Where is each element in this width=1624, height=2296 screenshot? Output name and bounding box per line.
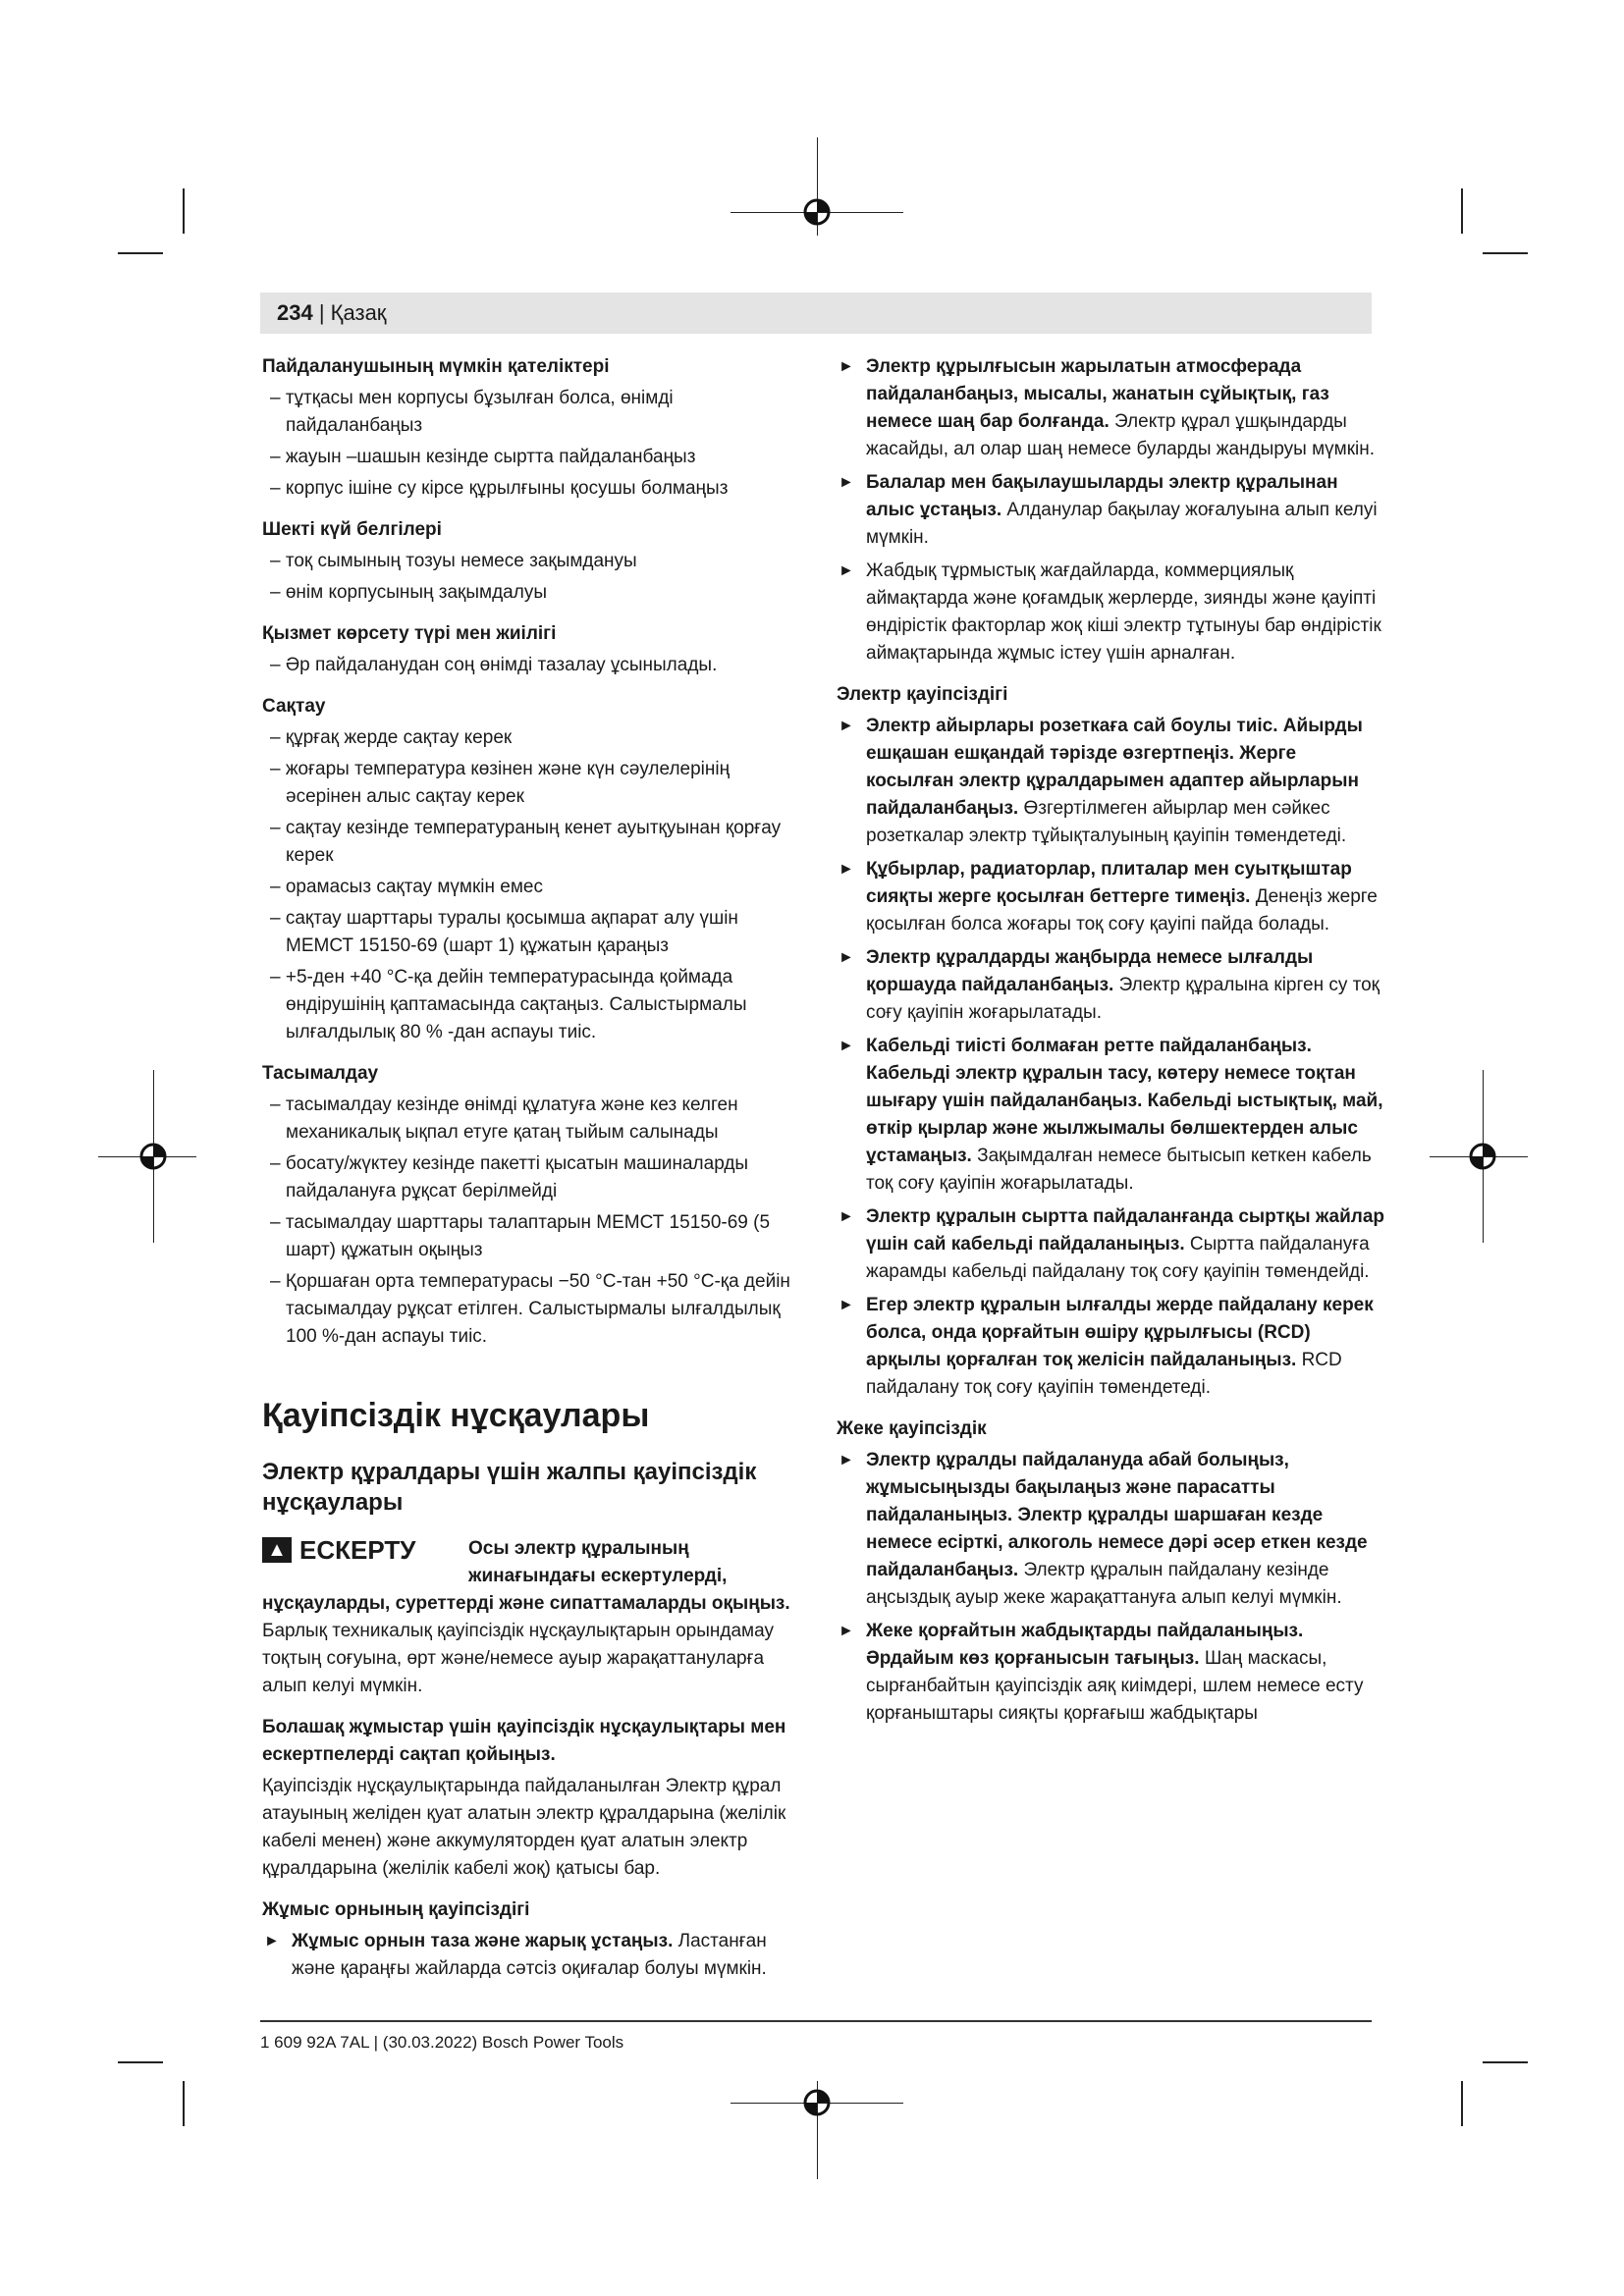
list-item: – орамасыз сақтау мүмкін емес	[270, 877, 543, 897]
warning-label-wrap	[262, 1535, 468, 1565]
registration-target-icon	[136, 1140, 170, 1173]
header-bar	[260, 293, 1372, 334]
list-item: – сақтау кезінде температураның кенет ауытқуынан қорғау керек	[270, 818, 782, 866]
item-bold-text: Балалар мен бақылаушыларды электр құралынан алыс ұстаңыз.	[866, 472, 1338, 520]
item-text: RCD пайдалану тоқ соғу қауіпін төмендетеді.	[866, 1350, 1342, 1398]
list-item	[837, 469, 1386, 552]
workplace-title: Жұмыс орнының қауіпсіздігі	[262, 1899, 530, 1920]
item-bold-text: Жұмыс орнын таза және жарық ұстаңыз.	[292, 1931, 674, 1951]
list-item	[837, 713, 1386, 850]
item-text: Шаң маскасы, сырғанбайтын қауіпсіздік аяқ киімдері, шлем немесе есту қорғаныштары сияқты қорғағыш жабдықтары	[866, 1648, 1364, 1724]
list-item	[837, 1033, 1386, 1198]
list-item: – өнім корпусының зақымдалуы	[270, 582, 547, 603]
bullet-triangle-icon: ►	[839, 949, 854, 966]
crop-mark	[183, 188, 185, 234]
item-text: Электр құралына кірген су тоқ соғу қауіпін жоғарылатады.	[866, 975, 1380, 1023]
scope-paragraph: Қауіпсіздік нұсқаулықтарында пайдаланылған Электр құрал атауының желіден қуат алатын электр құралдарына (желілік кабелі менен) және аккумуляторден қуат алатын электр құралдарына (желілік кабелі жоқ) қатысы бар.	[262, 1776, 786, 1879]
general-safety-title: Электр құралдары үшін жалпы қауіпсіздік нұсқаулары	[262, 1459, 757, 1516]
registration-target-icon	[1466, 1140, 1499, 1173]
list-item	[837, 1447, 1386, 1612]
right-column	[837, 353, 1386, 1734]
footer-rule	[260, 2020, 1372, 2022]
item-bold-text: Құбырлар, радиаторлар, плиталар мен суытқыштар сияқты жерге қосылған беттерге тимеңіз.	[866, 859, 1352, 907]
list-item	[837, 856, 1386, 938]
bullet-triangle-icon: ►	[839, 562, 854, 579]
list-item	[837, 558, 1386, 667]
page-number: 234	[277, 300, 313, 325]
keep-instructions-title: Болашақ жұмыстар үшін қауіпсіздік нұсқаулықтары мен ескертпелерді сақтап қойыңыз.	[262, 1717, 786, 1765]
bullet-triangle-icon: ►	[839, 1452, 854, 1468]
crop-mark	[1483, 252, 1528, 254]
item-bold-text: Электр құралдарды жаңбырда немесе ылғалды қоршауда пайдаланбаңыз.	[866, 947, 1314, 995]
item-text: Зақымдалған немесе бытысып кеткен кабель тоқ соғу қауіпін жоғарылатады.	[866, 1146, 1372, 1194]
bullet-triangle-icon: ►	[839, 1038, 854, 1054]
crop-mark	[183, 2081, 185, 2126]
registration-target-icon	[800, 195, 834, 229]
warning-paragraph	[262, 1590, 805, 1700]
storage-title: Сақтау	[262, 696, 326, 717]
warning-block	[262, 1535, 805, 1590]
list-item: – тасымалдау шарттары талаптарын МЕМСТ 15150-69 (5 шарт) құжатын оқыңыз	[270, 1212, 771, 1260]
list-item: – +5-ден +40 °C-қа дейін температурасында қоймада өндірушінің қаптамасында сақтаңыз. Салыстырмалы ылғалдылық 80 % -дан аспауы тиіс.	[270, 967, 747, 1042]
list-item: – тұтқасы мен корпусы бұзылған болса, өнімді пайдаланбаңыз	[270, 388, 674, 436]
crop-mark	[118, 252, 163, 254]
list-item	[837, 944, 1386, 1027]
item-bold-text: Электр құрылғысын жарылатын атмосферада пайдаланбаңыз, мысалы, жанатын сұйықтық, газ немесе шаң бар болғанда.	[866, 356, 1329, 432]
left-column	[262, 353, 805, 1989]
item-text: Жабдық тұрмыстық жағдайларда, коммерциялық аймақтарда және қоғамдық жерлерде, зиянды және қауіпті өндірістік факторлар жоқ кіші электр тұтынуы бар өндірістік аймақтарында жұмыс істеу үшін арналған.	[866, 561, 1381, 664]
errors-title: Пайдаланушының мүмкін қателіктері	[262, 356, 610, 377]
list-item: – Әр пайдаланудан соң өнімді тазалау ұсынылады.	[270, 655, 718, 675]
bullet-triangle-icon: ►	[839, 718, 854, 734]
list-item: – босату/жүктеу кезінде пакетті қысатын машиналарды пайдалануға рұқсат берілмейді	[270, 1153, 749, 1201]
item-bold-text: Электр айырлары розеткаға сай боулы тиіс. Айырды ешқашан ешқандай тәрізде өзгертпеңіз. Жерге косылған электр құралдарымен адаптер айырларын пайдаланбаңыз.	[866, 716, 1363, 819]
item-text: Денеңіз жерге қосылған болса жоғары тоқ соғу қауіпі пайда болады.	[866, 886, 1378, 934]
item-text: Ластанған және қараңғы жайларда сәтсіз оқиғалар болуы мүмкін.	[292, 1931, 767, 1979]
warning-label: ЕСКЕРТУ	[299, 1535, 416, 1565]
item-text: Электр құрал ұшқындарды жасайды, ал олар шаң немесе буларды жандыруы мүмкін.	[866, 411, 1376, 459]
list-item	[837, 353, 1386, 463]
bullet-triangle-icon: ►	[839, 1297, 854, 1313]
safety-title: Қауіпсіздік нұсқаулары	[262, 1397, 650, 1434]
list-item: – тоқ сымының тозуы немесе зақымдануы	[270, 551, 637, 571]
list-item	[262, 1928, 805, 1983]
list-item: – құрғақ жерде сақтау керек	[270, 727, 513, 748]
crop-mark	[1461, 188, 1463, 234]
item-bold-text: Электр құралын сыртта пайдаланғанда сыртқы жайлар үшін сай кабельді пайдаланыңыз.	[866, 1206, 1385, 1255]
item-bold-text: Жеке қорғайтын жабдықтарды пайдаланыңыз. Әрдайым көз қорғанысын тағыңыз.	[866, 1621, 1304, 1669]
warning-bold-text: нұсқауларды, суреттерді және сипаттамаларды оқыңыз.	[262, 1593, 790, 1614]
list-item: – сақтау шарттары туралы қосымша ақпарат алу үшін МЕМСТ 15150-69 (шарт 1) құжатын қараңыз	[270, 908, 738, 956]
crop-mark	[1483, 2061, 1528, 2063]
item-bold-text: Егер электр құралын ылғалды жерде пайдалану керек болса, онда қорғайтын өшіру құрылғысы (RCD) арқылы қорғалған тоқ желісін пайдаланыңыз.	[866, 1295, 1374, 1370]
warning-text: Барлық техникалық қауіпсіздік нұсқаулықтарын орындамау тоқтың соғуына, өрт және/немесе ауыр жарақаттануларға алып келуі мүмкін.	[262, 1621, 774, 1696]
bullet-triangle-icon: ►	[839, 861, 854, 878]
crop-mark	[1461, 2081, 1463, 2126]
item-bold-text: Кабельді тиісті болмаған ретте пайдаланбаңыз. Кабельді электр құралын тасу, көтеру немесе тоқтан шығару үшін пайдаланбаңыз. Кабельді ыстықтық, май, өткір қырлар және жылжымалы бөлшектерден алыс ұстамаңыз.	[866, 1036, 1383, 1166]
item-text: Алданулар бақылау жоғалуына алып келуі мүмкін.	[866, 500, 1378, 548]
bullet-triangle-icon: ►	[839, 474, 854, 491]
limit-title: Шекті күй белгілері	[262, 519, 442, 540]
registration-target-icon	[800, 2086, 834, 2119]
item-bold-text: Электр құралды пайдалануда абай болыңыз, жұмысыңызды бақылаңыз және парасатты пайдаланыңыз. Электр құралды шаршаған кезде немесе есірткі, алкоголь немесе дәрі әсер еткен кезде пайдаланбаңыз.	[866, 1450, 1368, 1580]
item-text: Өзгертілмеген айырлар мен сәйкес розеткалар электр тұйықталуының қауіпін төмендетеді.	[866, 798, 1347, 846]
list-item: – Қоршаған орта температурасы −50 °C-тан +50 °C-қа дейін тасымалдау рұқсат етілген. Салыстырмалы ылғалдылық 100 %-дан аспауы тиіс.	[270, 1271, 790, 1347]
warning-triangle-icon: ▲	[262, 1537, 292, 1563]
item-text: Электр құралын пайдалану кезінде аңсыздық ауыр жеке жарақаттануға алып келуі мүмкін.	[866, 1560, 1342, 1608]
item-text: Сыртта пайдалануға жарамды кабельді пайдалану тоқ соғу қауіпін төмендейді.	[866, 1234, 1370, 1282]
list-item: – корпус ішіне су кірсе құрылғыны қосушы болмаңыз	[270, 478, 729, 499]
list-item: – жауын –шашын кезінде сыртта пайдаланбаңыз	[270, 447, 696, 467]
list-item: – тасымалдау кезінде өнімді құлатуға және кез келген механикалық ықпал етуге қатаң тыйым салынады	[270, 1095, 738, 1143]
electric-safety-title: Электр қауіпсіздігі	[837, 684, 1008, 705]
list-item	[837, 1292, 1386, 1402]
list-item	[837, 1203, 1386, 1286]
bullet-triangle-icon: ►	[839, 1208, 854, 1225]
bullet-triangle-icon: ►	[839, 1623, 854, 1639]
personal-safety-title: Жеке қауіпсіздік	[837, 1418, 987, 1439]
page-language: Қазақ	[330, 300, 387, 325]
bullet-triangle-icon: ►	[839, 358, 854, 375]
transport-title: Тасымалдау	[262, 1063, 379, 1084]
bullet-triangle-icon: ►	[264, 1933, 280, 1949]
warning-lead: Осы электр құралының жинағындағы ескертулерді,	[468, 1538, 728, 1586]
list-item	[837, 1618, 1386, 1728]
service-title: Қызмет көрсету түрі мен жиілігі	[262, 623, 557, 644]
crop-mark	[118, 2061, 163, 2063]
list-item: – жоғары температура көзінен және күн сәулелерінің әсерінен алыс сақтау керек	[270, 759, 731, 807]
page-header: 234 | Қазақ	[277, 300, 387, 325]
page-footer: 1 609 92A 7AL | (30.03.2022) Bosch Power Tools	[260, 2033, 624, 2052]
